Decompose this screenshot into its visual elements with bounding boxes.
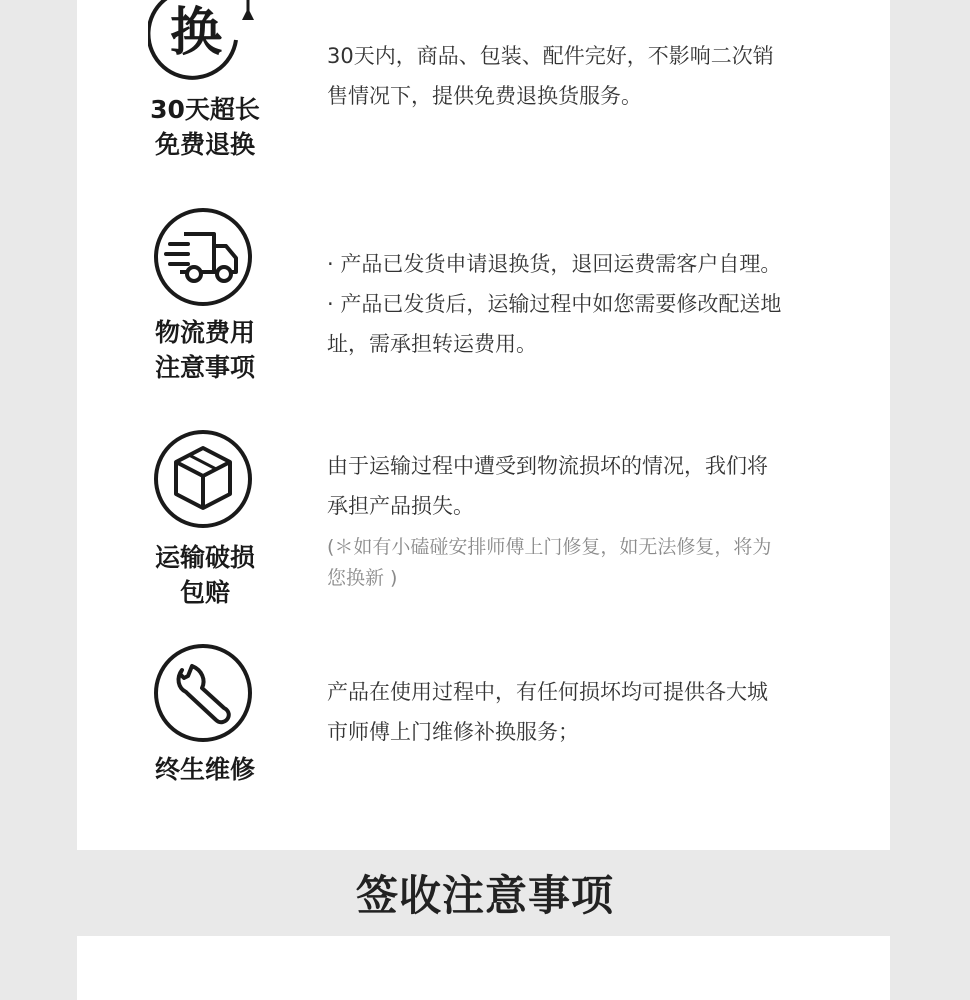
desc-line: · 产品已发货申请退换货，退回运费需客户自理。 xyxy=(327,252,782,276)
service-description xyxy=(327,672,852,752)
exchange-icon xyxy=(148,0,258,82)
service-label xyxy=(120,315,290,385)
service-description xyxy=(327,446,852,526)
exchange-icon-glyph: 换 xyxy=(170,3,223,63)
desc-line: 30天内，商品、包装、配件完好，不影响二次销 xyxy=(327,44,774,68)
note-line: (＊如有小磕碰安排师傅上门修复，如无法修复，将为 xyxy=(327,536,772,558)
label-line: 免费退换 xyxy=(154,130,255,159)
note-line: 您换新 ) xyxy=(327,567,398,589)
desc-line: 市师傅上门维修补换服务； xyxy=(327,720,579,744)
section-title: 签收注意事项 xyxy=(355,871,614,920)
label-line: 注意事项 xyxy=(154,353,255,382)
service-label xyxy=(120,92,290,162)
desc-line: 售情况下，提供免费退换货服务。 xyxy=(327,84,642,108)
label-line: 30天超长 xyxy=(150,95,260,124)
label-line: 终生维修 xyxy=(154,755,255,784)
service-description xyxy=(327,244,852,364)
desc-line: 承担产品损失。 xyxy=(327,494,474,518)
desc-line: 址，需承担转运费用。 xyxy=(327,332,537,356)
wrench-icon xyxy=(154,644,252,742)
service-description xyxy=(327,36,852,116)
label-line: 包赔 xyxy=(179,578,230,607)
desc-line: 由于运输过程中遭受到物流损坏的情况，我们将 xyxy=(327,454,768,478)
next-section-card xyxy=(77,936,890,1000)
service-label xyxy=(120,752,290,787)
package-box-icon xyxy=(154,430,252,528)
desc-line: · 产品已发货后，运输过程中如您需要修改配送地 xyxy=(327,292,782,316)
label-line: 物流费用 xyxy=(154,318,255,347)
label-line: 运输破损 xyxy=(154,543,255,572)
service-label xyxy=(120,540,290,610)
desc-line: 产品在使用过程中，有任何损坏均可提供各大城 xyxy=(327,680,768,704)
service-note xyxy=(327,532,852,594)
delivery-truck-icon xyxy=(154,208,252,306)
